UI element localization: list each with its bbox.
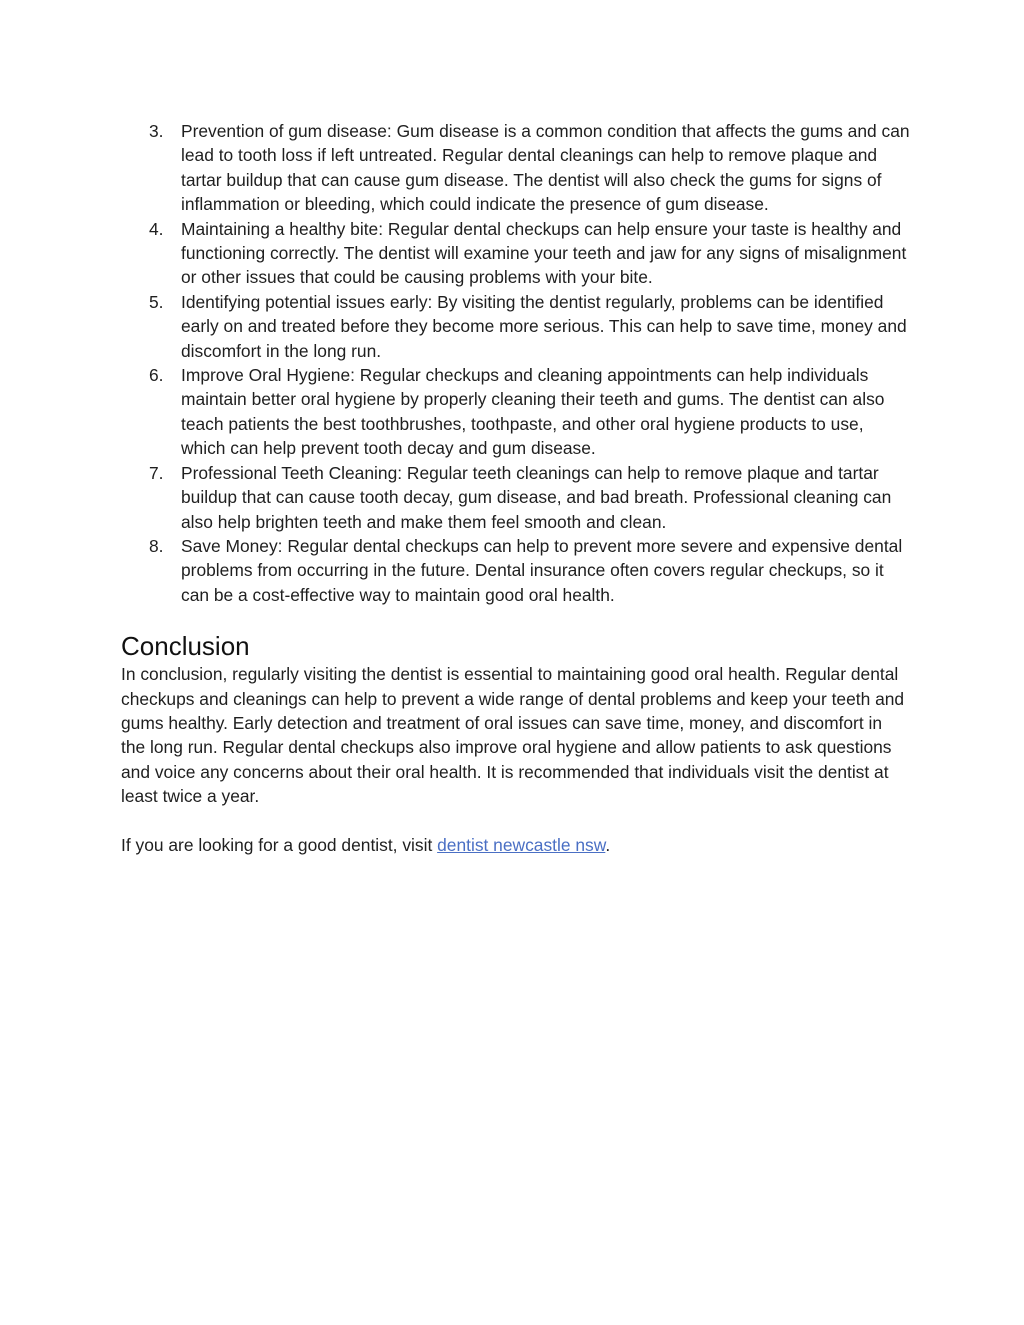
list-item xyxy=(121,290,911,363)
list-item-number: 6. xyxy=(149,365,164,386)
list-item-number: 4. xyxy=(149,218,164,239)
conclusion-paragraph: In conclusion, regularly visiting the dentist is essential to maintaining good oral health. Regular dental checkups and cleanings can help to prevent a wide range of dental problems and keep your teeth and gums healthy. Early detection and treatment of oral issues can save time, money, and discomfort in the long run. Regular dental checkups also improve oral hygiene and allow patients to ask questions and voice any concerns about their oral health. It is recommended that individuals visit the dentist at least twice a year. xyxy=(121,664,905,807)
list-item-number: 8. xyxy=(149,535,164,556)
cta-prefix-text: If you are looking for a good dentist, visit xyxy=(121,834,438,855)
list-item xyxy=(121,363,911,461)
list-item-text: Maintaining a healthy bite: Regular dental checkups can help ensure your taste is healthy and functioning correctly. The dentist will examine your teeth and jaw for any signs of misalignment or other issues that could be causing problems with your bite. xyxy=(181,218,907,288)
cta-suffix-text: . xyxy=(605,834,611,855)
list-item xyxy=(121,119,911,217)
list-item xyxy=(121,217,911,290)
list-item-number: 3. xyxy=(149,121,164,141)
list-item-number: 7. xyxy=(149,462,164,483)
list-item-text: Save Money: Regular dental checkups can help to prevent more severe and expensive dental problems from occurring in the future. Dental insurance often covers regular checkups, so it can be a cost-effective way to maintain good oral health. xyxy=(181,535,903,605)
list-item xyxy=(121,461,911,534)
conclusion-heading: Conclusion xyxy=(121,631,250,662)
list-item-number: 5. xyxy=(149,291,164,312)
dentist-newcastle-link[interactable]: dentist newcastle nsw xyxy=(437,834,606,855)
list-item-text: Prevention of gum disease: Gum disease is a common condition that affects the gums and can lead to tooth loss if left untreated. Regular dental cleanings can help to remove plaque and tartar buildup that can cause gum disease. The dentist will also check the gums for signs of inflammation or bleeding, which could indicate the presence of gum disease. xyxy=(181,121,910,215)
benefits-list xyxy=(121,119,911,607)
list-item-text: Professional Teeth Cleaning: Regular teeth cleanings can help to remove plaque and tartar buildup that can cause tooth decay, gum disease, and bad breath. Professional cleaning can also help brighten teeth and make them feel smooth and clean. xyxy=(181,462,892,532)
list-item xyxy=(121,534,911,607)
list-item-text: Identifying potential issues early: By visiting the dentist regularly, problems can be identified early on and treated before they become more serious. This can help to save time, money and discomfort in the long run. xyxy=(181,291,907,361)
document-page xyxy=(121,119,911,857)
list-item-text: Improve Oral Hygiene: Regular checkups and cleaning appointments can help individuals maintain better oral hygiene by properly cleaning their teeth and gums. The dentist can also teach patients the best toothbrushes, toothpaste, and other oral hygiene products to use, which can help prevent tooth decay and gum disease. xyxy=(181,365,885,459)
cta-paragraph xyxy=(121,833,911,857)
